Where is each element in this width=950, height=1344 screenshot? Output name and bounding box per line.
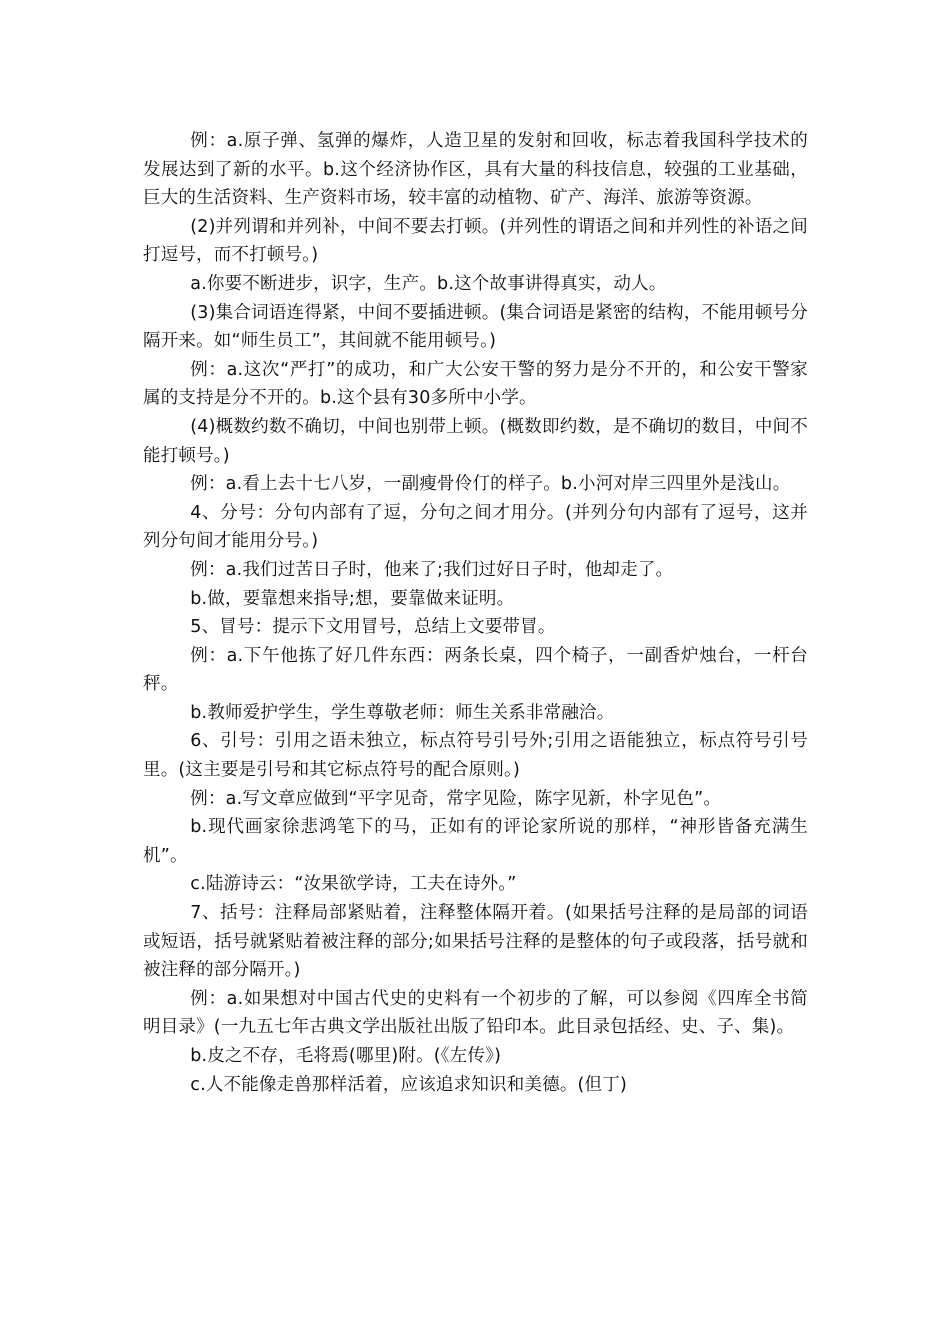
paragraph-semicolon-example-b: b.做，要靠想来指导;想，要靠做来证明。 [190, 588, 515, 609]
paragraph-rule-4: (4)概数约数不确切，中间也别带上顿。(概数即约数，是不确切的数目，中间不能打顿号。) [143, 416, 808, 466]
paragraph-semicolon-rule: 4、分号：分句内部有了逗，分句之间才用分。(并列分句内部有了逗号，这并列分句间才能用分号。) [143, 502, 808, 552]
paragraph-colon-rule: 5、冒号：提示下文用冒号，总结上文要带冒。 [190, 617, 556, 638]
paragraph-bracket-example-c: c.人不能像走兽那样活着，应该追求知识和美德。(但丁) [190, 1074, 627, 1095]
paragraph-quote-example-b: b.现代画家徐悲鸿笔下的马，正如有的评论家所说的那样，“神形皆备充满生机”。 [143, 817, 808, 866]
paragraph-bracket-rule: 7、括号：注释局部紧贴着，注释整体隔开着。(如果括号注释的是局部的词语或短语，括号就紧贴着被注释的部分;如果括号注释的是整体的句子或段落，括号就和被注释的部分隔开。) [143, 903, 808, 981]
paragraph-rule-3: (3)集合词语连得紧，中间不要插进顿。(集合词语是紧密的结构，不能用顿号分隔开来。如“师生员工”，其间就不能用顿号。) [143, 302, 808, 352]
paragraph-colon-example-b: b.教师爱护学生，学生尊敬老师：师生关系非常融洽。 [190, 702, 615, 723]
paragraph-bracket-example-b: b.皮之不存，毛将焉(哪里)附。(《左传》) [190, 1046, 502, 1066]
paragraph-colon-example-a: 例：a.下午他拣了好几件东西：两条长桌，四个椅子，一副香炉烛台，一杆台秤。 [143, 645, 808, 695]
paragraph-example-weapons-economy: 例：a.原子弹、氢弹的爆炸，人造卫星的发射和回收，标志着我国科学技术的发展达到了新的水平。b.这个经济协作区，具有大量的科技信息，较强的工业基础，巨大的生活资料、生产资料市场，较丰富的动植物、矿产、海洋、旅游等资源。 [143, 131, 808, 209]
paragraph-bracket-example-a: 例：a.如果想对中国古代史的史料有一个初步的了解，可以参阅《四库全书简明目录》(一九五七年古典文学出版社出版了铅印本。此目录包括经、史、子、集)。 [143, 988, 808, 1038]
document-page [143, 127, 808, 1099]
paragraph-rule-2-example: a.你要不断进步，识字，生产。b.这个故事讲得真实，动人。 [190, 273, 667, 294]
paragraph-semicolon-example-a: 例：a.我们过苦日子时，他来了;我们过好日子时，他却走了。 [190, 559, 674, 580]
paragraph-quote-example-a: 例：a.写文章应做到“平字见奇，常字见险，陈字见新，朴字见色”。 [190, 788, 722, 809]
paragraph-rule-3-example: 例：a.这次“严打”的成功，和广大公安干警的努力是分不开的，和公安干警家属的支持是分不开的。b.这个县有30多所中小学。 [143, 359, 808, 409]
paragraph-quote-example-c: c.陆游诗云：“汝果欲学诗，工夫在诗外。” [190, 874, 517, 895]
paragraph-rule-2: (2)并列谓和并列补，中间不要去打顿。(并列性的谓语之间和并列性的补语之间打逗号，而不打顿号。) [143, 216, 808, 266]
paragraph-quote-rule: 6、引号：引用之语未独立，标点符号引号外;引用之语能独立，标点符号引号里。(这主要是引号和其它标点符号的配合原则。) [143, 731, 808, 781]
paragraph-rule-4-example: 例：a.看上去十七八岁，一副瘦骨伶仃的样子。b.小河对岸三四里外是浅山。 [190, 474, 791, 495]
